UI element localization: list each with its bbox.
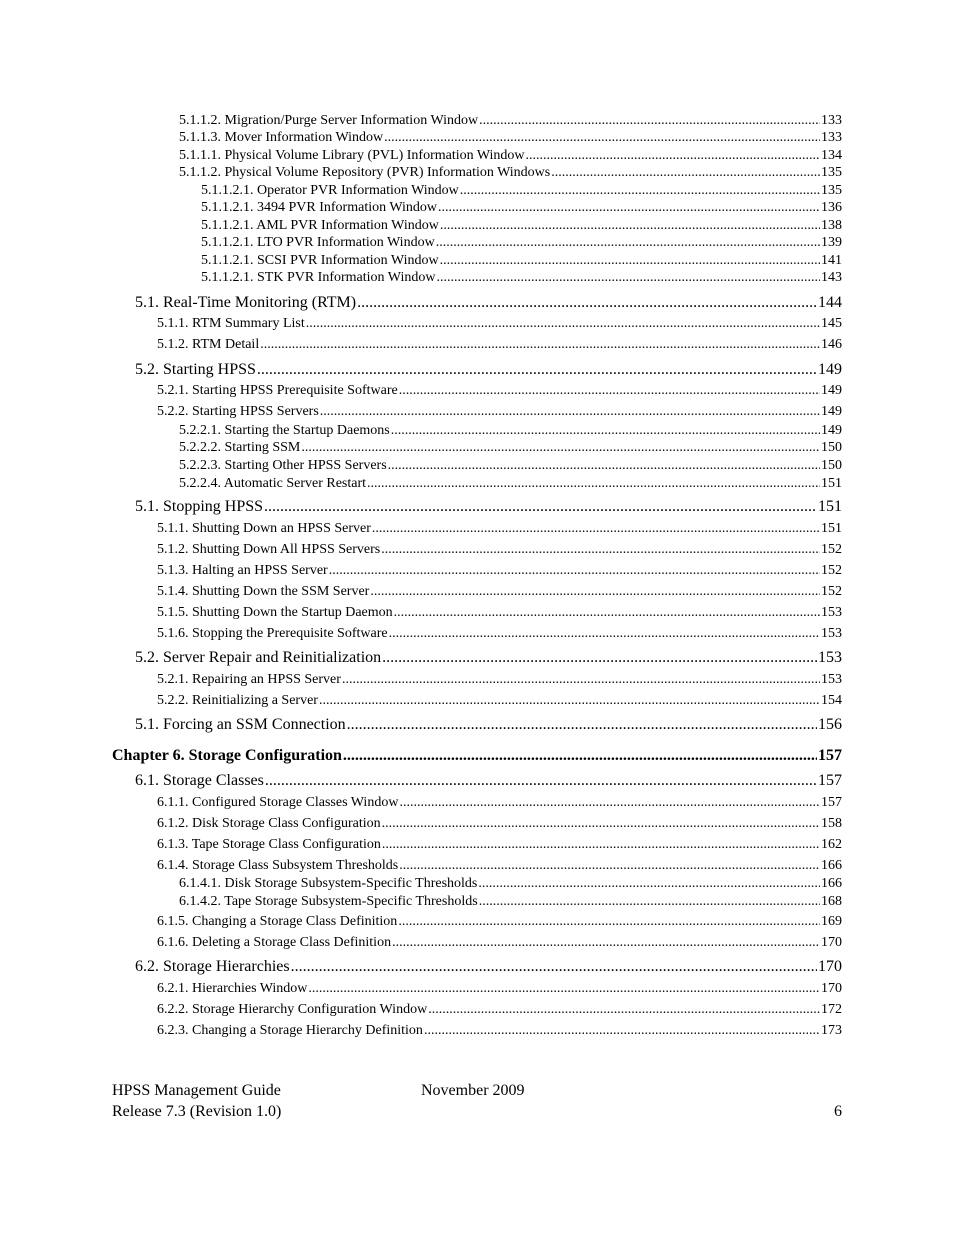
toc-dot-leader [343, 747, 817, 765]
toc-entry-title: 5.1.1.2.1. Operator PVR Information Window [201, 183, 459, 198]
toc-entry-page: 152 [821, 584, 842, 599]
toc-entry-page: 145 [821, 316, 842, 331]
toc-entry-page: 151 [818, 498, 842, 515]
toc-entry-page: 141 [821, 253, 842, 268]
toc-dot-leader [388, 458, 820, 474]
toc-dot-leader [399, 383, 820, 399]
toc-entry-page: 133 [821, 113, 842, 128]
toc-entry[interactable] [135, 498, 842, 516]
toc-entry-page: 158 [821, 816, 842, 831]
toc-entry-title: 5.2. Starting HPSS [135, 361, 256, 378]
toc-dot-leader [301, 440, 820, 456]
toc-entry-title: 5.2.1. Starting HPSS Prerequisite Software [157, 383, 398, 398]
toc-entry[interactable] [135, 361, 842, 379]
toc-entry-title: Chapter 6. Storage Configuration [112, 747, 342, 764]
toc-dot-leader [347, 716, 817, 734]
toc-dot-leader [398, 914, 820, 930]
toc-entry-page: 168 [821, 894, 842, 909]
toc-entry-title: 5.1.1.2.1. AML PVR Information Window [201, 218, 439, 233]
toc-entry[interactable] [157, 693, 842, 709]
toc-entry-page: 170 [821, 981, 842, 996]
toc-entry-title: 5.1.1.2.1. STK PVR Information Window [201, 270, 436, 285]
toc-entry-title: 6.1.2. Disk Storage Class Configuration [157, 816, 381, 831]
toc-entry-page: 153 [821, 672, 842, 687]
toc-entry[interactable] [157, 837, 842, 853]
toc-dot-leader [357, 294, 817, 312]
toc-dot-leader [392, 935, 820, 951]
toc-entry-page: 149 [821, 423, 842, 438]
toc-entry[interactable] [179, 894, 842, 910]
toc-dot-leader [264, 498, 817, 516]
toc-entry-title: 6.2. Storage Hierarchies [135, 958, 290, 975]
toc-entry-title: 6.2.2. Storage Hierarchy Configuration Window [157, 1002, 428, 1017]
toc-dot-leader [260, 337, 820, 353]
toc-dot-leader [382, 837, 820, 853]
toc-dot-leader [370, 584, 820, 600]
toc-entry[interactable] [157, 795, 842, 811]
toc-entry[interactable] [179, 130, 842, 146]
toc-entry[interactable] [157, 584, 842, 600]
toc-dot-leader [399, 795, 820, 811]
toc-dot-leader [424, 1023, 820, 1039]
toc-dot-leader [257, 361, 817, 379]
toc-entry[interactable] [157, 521, 842, 537]
toc-entry-title: 5.1.2. RTM Detail [157, 337, 260, 352]
toc-entry[interactable] [157, 858, 842, 874]
toc-entry[interactable] [201, 235, 842, 251]
toc-dot-leader [479, 894, 820, 910]
toc-entry[interactable] [135, 716, 842, 734]
toc-entry-title: 6.1.4. Storage Class Subsystem Thresholds [157, 858, 399, 873]
toc-entry-title: 6.1.4.1. Disk Storage Subsystem-Specific Thresholds [179, 876, 478, 891]
toc-entry-title: 5.1.1.2. Migration/Purge Server Information Window [179, 113, 479, 128]
toc-entry-title: 5.2.2.2. Starting SSM [179, 440, 301, 455]
toc-entry[interactable] [201, 183, 842, 199]
toc-entry[interactable] [157, 672, 842, 688]
toc-dot-leader [320, 404, 820, 420]
toc-entry-page: 134 [821, 148, 842, 163]
toc-entry-title: 5.2.2.3. Starting Other HPSS Servers [179, 458, 387, 473]
toc-entry[interactable] [179, 165, 842, 181]
toc-entry-page: 173 [821, 1023, 842, 1038]
toc-entry-page: 172 [821, 1002, 842, 1017]
toc-entry-page: 152 [821, 563, 842, 578]
toc-dot-leader [329, 563, 820, 579]
toc-entry-title: 5.1.1.1. Physical Volume Library (PVL) Information Window [179, 148, 525, 163]
toc-entry-title: 6.1.6. Deleting a Storage Class Definition [157, 935, 392, 950]
footer-page-number: 6 [834, 1103, 842, 1120]
toc-entry[interactable] [201, 253, 842, 269]
toc-dot-leader [438, 200, 820, 216]
toc-entry-page: 153 [818, 649, 842, 666]
toc-entry-title: 5.1. Stopping HPSS [135, 498, 264, 515]
toc-entry[interactable] [179, 113, 842, 129]
toc-chapter-entry[interactable] [112, 747, 842, 765]
toc-entry-title: 6.1.5. Changing a Storage Class Definition [157, 914, 398, 929]
toc-entry[interactable] [157, 1023, 842, 1039]
toc-entry[interactable] [157, 935, 842, 951]
toc-entry-page: 157 [818, 747, 842, 764]
toc-dot-leader [399, 858, 820, 874]
toc-dot-leader [440, 253, 820, 269]
toc-entry-title: 6.2.1. Hierarchies Window [157, 981, 308, 996]
toc-dot-leader [381, 542, 820, 558]
toc-dot-leader [394, 605, 820, 621]
toc-entry-title: 5.1. Real-Time Monitoring (RTM) [135, 294, 357, 311]
toc-entry[interactable] [157, 981, 842, 997]
toc-entry[interactable] [157, 316, 842, 332]
toc-entry-page: 153 [821, 626, 842, 641]
footer-release: Release 7.3 (Revision 1.0) [112, 1103, 282, 1120]
toc-entry-title: 5.1.1. Shutting Down an HPSS Server [157, 521, 371, 536]
toc-dot-leader [526, 148, 820, 164]
toc-entry-title: 5.1.3. Halting an HPSS Server [157, 563, 328, 578]
toc-entry[interactable] [179, 423, 842, 439]
toc-entry-page: 153 [821, 605, 842, 620]
toc-entry-page: 139 [821, 235, 842, 250]
toc-entry[interactable] [157, 337, 842, 353]
toc-entry-title: 6.1.4.2. Tape Storage Subsystem-Specific Thresholds [179, 894, 478, 909]
toc-entry-title: 6.1.3. Tape Storage Class Configuration [157, 837, 381, 852]
toc-entry-page: 166 [821, 858, 842, 873]
toc-entry[interactable] [135, 649, 842, 667]
toc-entry-title: 5.1.5. Shutting Down the Startup Daemon [157, 605, 393, 620]
toc-entry-page: 144 [818, 294, 842, 311]
toc-dot-leader [460, 183, 820, 199]
toc-entry-page: 138 [821, 218, 842, 233]
toc-entry[interactable] [179, 458, 842, 474]
toc-entry-title: 5.1.1.2.1. 3494 PVR Information Window [201, 200, 438, 215]
toc-dot-leader [308, 981, 820, 997]
toc-entry-page: 170 [818, 958, 842, 975]
toc-entry-page: 151 [821, 476, 842, 491]
toc-entry-title: 5.1.1. RTM Summary List [157, 316, 305, 331]
toc-entry[interactable] [179, 476, 842, 492]
toc-dot-leader [478, 876, 820, 892]
toc-dot-leader [372, 521, 820, 537]
toc-entry-title: 5.1.2. Shutting Down All HPSS Servers [157, 542, 381, 557]
toc-entry[interactable] [201, 200, 842, 216]
toc-entry[interactable] [157, 1002, 842, 1018]
toc-dot-leader [342, 672, 820, 688]
toc-entry-page: 154 [821, 693, 842, 708]
toc-entry-title: 5.2.2. Starting HPSS Servers [157, 404, 319, 419]
toc-entry-page: 150 [821, 440, 842, 455]
footer-date: November 2009 [421, 1082, 525, 1099]
toc-entry-page: 151 [821, 521, 842, 536]
toc-entry-title: 5.1.1.3. Mover Information Window [179, 130, 384, 145]
toc-entry-title: 5.2.2. Reinitializing a Server [157, 693, 318, 708]
toc-dot-leader [384, 130, 820, 146]
toc-dot-leader [382, 649, 817, 667]
toc-entry[interactable] [201, 218, 842, 234]
toc-entry-title: 5.2.2.4. Automatic Server Restart [179, 476, 367, 491]
toc-entry[interactable] [157, 404, 842, 420]
toc-dot-leader [291, 958, 817, 976]
toc-dot-leader [306, 316, 820, 332]
toc-entry[interactable] [157, 626, 842, 642]
footer-guide-title: HPSS Management Guide [112, 1082, 281, 1099]
toc-entry-page: 169 [821, 914, 842, 929]
toc-entry-title: 5.2.2.1. Starting the Startup Daemons [179, 423, 390, 438]
toc-entry-title: 6.1. Storage Classes [135, 772, 264, 789]
toc-dot-leader [428, 1002, 820, 1018]
toc-entry[interactable] [135, 294, 842, 312]
toc-entry[interactable] [201, 270, 842, 286]
toc-entry[interactable] [135, 958, 842, 976]
toc-entry-title: 5.2. Server Repair and Reinitialization [135, 649, 382, 666]
toc-dot-leader [319, 693, 820, 709]
toc-entry[interactable] [157, 605, 842, 621]
toc-entry-page: 152 [821, 542, 842, 557]
toc-entry-title: 5.2.1. Repairing an HPSS Server [157, 672, 341, 687]
toc-entry-page: 162 [821, 837, 842, 852]
toc-entry-title: 5.1. Forcing an SSM Connection [135, 716, 346, 733]
toc-entry[interactable] [179, 440, 842, 456]
toc-entry-page: 136 [821, 200, 842, 215]
toc-dot-leader [440, 218, 820, 234]
toc-dot-leader [265, 772, 817, 790]
toc-entry[interactable] [157, 914, 842, 930]
toc-entry-page: 149 [818, 361, 842, 378]
toc-entry-page: 150 [821, 458, 842, 473]
toc-entry-page: 170 [821, 935, 842, 950]
toc-entry-page: 149 [821, 404, 842, 419]
toc-entry-title: 5.1.4. Shutting Down the SSM Server [157, 584, 370, 599]
toc-entry-title: 5.1.6. Stopping the Prerequisite Software [157, 626, 388, 641]
toc-entry[interactable] [157, 383, 842, 399]
toc-dot-leader [436, 235, 820, 251]
toc-entry-page: 146 [821, 337, 842, 352]
toc-entry-page: 135 [821, 183, 842, 198]
toc-entry[interactable] [179, 148, 842, 164]
toc-entry[interactable] [157, 563, 842, 579]
toc-dot-leader [389, 626, 820, 642]
toc-entry-title: 5.1.1.2.1. LTO PVR Information Window [201, 235, 435, 250]
toc-dot-leader [382, 816, 820, 832]
toc-entry-title: 6.2.3. Changing a Storage Hierarchy Definition [157, 1023, 423, 1038]
toc-entry[interactable] [135, 772, 842, 790]
toc-entry-title: 5.1.1.2.1. SCSI PVR Information Window [201, 253, 439, 268]
toc-entry-page: 156 [818, 716, 842, 733]
toc-entry-page: 143 [821, 270, 842, 285]
toc-entry[interactable] [157, 816, 842, 832]
toc-entry-page: 157 [821, 795, 842, 810]
toc-dot-leader [479, 113, 820, 129]
toc-entry-page: 135 [821, 165, 842, 180]
toc-dot-leader [551, 165, 820, 181]
toc-entry-title: 5.1.1.2. Physical Volume Repository (PVR) Information Windows [179, 165, 551, 180]
toc-entry[interactable] [157, 542, 842, 558]
toc-dot-leader [391, 423, 820, 439]
toc-dot-leader [367, 476, 820, 492]
toc-entry-title: 6.1.1. Configured Storage Classes Window [157, 795, 399, 810]
toc-entry[interactable] [179, 876, 842, 892]
toc-entry-page: 133 [821, 130, 842, 145]
toc-entry-page: 157 [818, 772, 842, 789]
toc-entry-page: 166 [821, 876, 842, 891]
toc-dot-leader [436, 270, 820, 286]
toc-entry-page: 149 [821, 383, 842, 398]
